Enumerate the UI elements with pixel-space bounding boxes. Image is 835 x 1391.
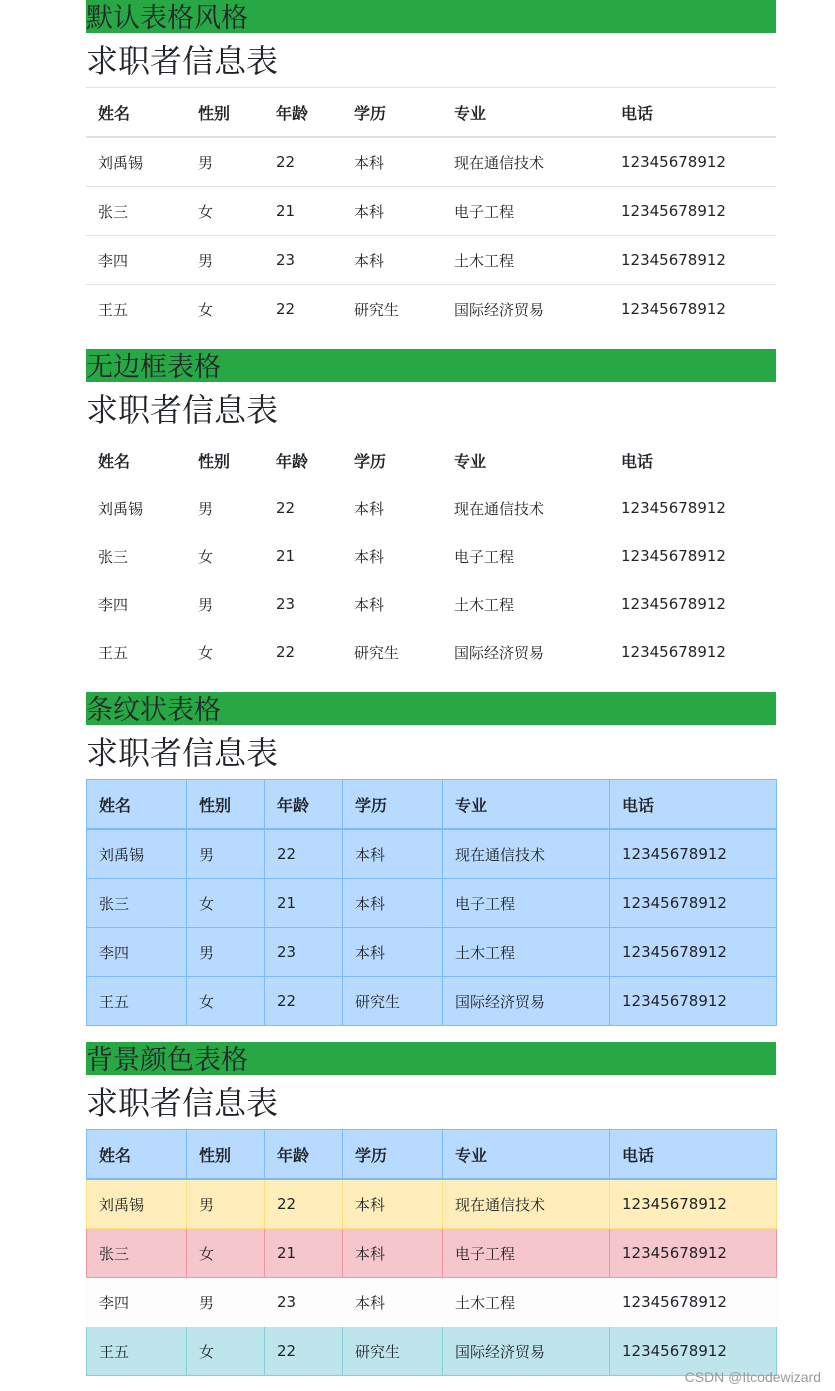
applicant-table [86, 87, 776, 333]
cell-age: 22 [265, 1179, 343, 1229]
cell-major: 电子工程 [454, 547, 515, 566]
header-major: 专业 [454, 451, 487, 471]
cell-age: 22 [276, 643, 296, 661]
cell-phone: 12345678912 [621, 643, 726, 661]
table-header-row [86, 436, 776, 484]
table-row [86, 484, 776, 532]
applicant-table [86, 779, 777, 1026]
header-age: 年龄 [265, 1130, 343, 1180]
table-row [86, 580, 776, 628]
header-major: 专业 [443, 780, 610, 830]
section-banner: 默认表格风格 [86, 0, 776, 33]
cell-gender: 男 [187, 928, 265, 977]
table-row [87, 879, 777, 928]
table-row [87, 977, 777, 1026]
cell-education: 本科 [343, 928, 443, 977]
cell-phone: 12345678912 [609, 137, 776, 187]
cell-major: 现在通信技术 [443, 829, 610, 879]
header-phone: 电话 [610, 780, 777, 830]
cell-education: 本科 [354, 595, 385, 614]
header-major: 专业 [442, 88, 609, 138]
cell-phone: 12345678912 [610, 879, 777, 928]
section-banner: 背景颜色表格 [86, 1042, 776, 1075]
cell-name: 张三 [87, 1229, 187, 1278]
cell-education: 本科 [343, 1278, 443, 1327]
cell-education: 本科 [343, 829, 443, 879]
header-gender: 性别 [198, 451, 231, 471]
cell-education: 研究生 [342, 285, 442, 334]
cell-age: 21 [276, 547, 296, 565]
header-name: 姓名 [86, 88, 186, 138]
cell-name: 李四 [87, 928, 187, 977]
cell-gender: 女 [187, 1327, 265, 1376]
cell-age: 23 [265, 1278, 343, 1327]
cell-name: 张三 [86, 187, 186, 236]
header-gender: 性别 [187, 1130, 265, 1180]
header-phone: 电话 [610, 1130, 777, 1180]
cell-gender: 女 [186, 187, 264, 236]
cell-age: 22 [264, 285, 342, 334]
table-row [86, 532, 776, 580]
cell-phone: 12345678912 [621, 499, 726, 517]
cell-education: 本科 [354, 547, 385, 566]
cell-name: 刘禹锡 [98, 499, 144, 518]
cell-name: 王五 [98, 643, 129, 662]
cell-age: 23 [264, 236, 342, 285]
cell-phone: 12345678912 [610, 977, 777, 1026]
cell-phone: 12345678912 [609, 236, 776, 285]
cell-age: 22 [265, 1327, 343, 1376]
header-major: 专业 [443, 1130, 610, 1180]
header-education: 学历 [343, 780, 443, 830]
table-caption: 求职者信息表 [86, 734, 279, 772]
cell-name: 张三 [98, 547, 129, 566]
cell-major: 电子工程 [442, 187, 609, 236]
header-education: 学历 [343, 1130, 443, 1180]
cell-age: 22 [276, 499, 296, 517]
header-age: 年龄 [276, 451, 309, 471]
header-gender: 性别 [187, 780, 265, 830]
cell-name: 王五 [87, 1327, 187, 1376]
cell-age: 21 [265, 1229, 343, 1278]
header-name: 姓名 [87, 1130, 187, 1180]
cell-age: 23 [276, 595, 296, 613]
cell-education: 本科 [342, 137, 442, 187]
cell-education: 本科 [354, 499, 385, 518]
cell-phone: 12345678912 [610, 1229, 777, 1278]
cell-education: 本科 [343, 1179, 443, 1229]
cell-phone: 12345678912 [621, 547, 726, 565]
cell-gender: 女 [186, 285, 264, 334]
cell-age: 22 [265, 829, 343, 879]
cell-major: 国际经济贸易 [454, 643, 545, 662]
table-row-danger [87, 1229, 777, 1278]
header-age: 年龄 [265, 780, 343, 830]
header-phone: 电话 [609, 88, 776, 138]
table-caption: 求职者信息表 [86, 42, 279, 80]
cell-age: 21 [264, 187, 342, 236]
header-education: 学历 [342, 88, 442, 138]
section-banner: 无边框表格 [86, 349, 776, 382]
table-row [87, 928, 777, 977]
cell-phone: 12345678912 [621, 595, 726, 613]
section-banner: 条纹状表格 [86, 692, 776, 725]
cell-education: 本科 [343, 879, 443, 928]
cell-name: 李四 [87, 1278, 187, 1327]
cell-age: 21 [265, 879, 343, 928]
table-row-warning [87, 1179, 777, 1229]
cell-major: 土木工程 [443, 1278, 610, 1327]
cell-gender: 男 [187, 1179, 265, 1229]
section-borderless-table [86, 349, 776, 676]
table-header-row [87, 780, 777, 830]
cell-major: 电子工程 [443, 879, 610, 928]
cell-name: 李四 [98, 595, 129, 614]
header-gender: 性别 [186, 88, 264, 138]
cell-major: 现在通信技术 [454, 499, 545, 518]
cell-major: 土木工程 [454, 595, 515, 614]
cell-major: 土木工程 [442, 236, 609, 285]
cell-name: 刘禹锡 [86, 137, 186, 187]
header-name: 姓名 [98, 451, 131, 471]
table-row [86, 137, 776, 187]
table-header-row [87, 1130, 777, 1180]
cell-gender: 女 [198, 547, 214, 566]
cell-phone: 12345678912 [610, 829, 777, 879]
cell-phone: 12345678912 [609, 285, 776, 334]
header-phone: 电话 [621, 451, 654, 471]
section-striped-table [86, 692, 776, 1026]
cell-major: 国际经济贸易 [443, 1327, 610, 1376]
cell-gender: 女 [187, 879, 265, 928]
cell-gender: 男 [187, 1278, 265, 1327]
cell-major: 土木工程 [443, 928, 610, 977]
cell-gender: 男 [186, 137, 264, 187]
cell-age: 23 [265, 928, 343, 977]
cell-phone: 12345678912 [609, 187, 776, 236]
cell-name: 刘禹锡 [87, 829, 187, 879]
cell-education: 研究生 [354, 643, 400, 662]
cell-gender: 男 [198, 499, 214, 518]
cell-gender: 男 [198, 595, 214, 614]
section-default-table [86, 0, 776, 333]
table-row-info [87, 1327, 777, 1376]
section-background-color-table [86, 1042, 776, 1376]
table-row [86, 628, 776, 676]
cell-education: 本科 [342, 236, 442, 285]
cell-age: 22 [264, 137, 342, 187]
table-header-row [86, 88, 776, 138]
cell-education: 本科 [343, 1229, 443, 1278]
table-row [86, 285, 776, 334]
cell-name: 王五 [86, 285, 186, 334]
cell-age: 22 [265, 977, 343, 1026]
cell-major: 现在通信技术 [442, 137, 609, 187]
table-row-light [87, 1278, 777, 1327]
header-age: 年龄 [264, 88, 342, 138]
table-caption: 求职者信息表 [86, 1084, 279, 1122]
cell-major: 国际经济贸易 [442, 285, 609, 334]
cell-education: 研究生 [343, 977, 443, 1026]
cell-name: 王五 [87, 977, 187, 1026]
cell-gender: 女 [187, 1229, 265, 1278]
header-name: 姓名 [87, 780, 187, 830]
cell-major: 国际经济贸易 [443, 977, 610, 1026]
csdn-watermark: CSDN @Itcodewizard [684, 1369, 821, 1385]
table-row [86, 236, 776, 285]
applicant-table [86, 1129, 777, 1376]
cell-education: 研究生 [343, 1327, 443, 1376]
cell-gender: 男 [186, 236, 264, 285]
cell-phone: 12345678912 [610, 1327, 777, 1376]
table-caption: 求职者信息表 [86, 391, 279, 429]
header-education: 学历 [354, 451, 387, 471]
cell-name: 张三 [87, 879, 187, 928]
cell-name: 刘禹锡 [87, 1179, 187, 1229]
cell-major: 现在通信技术 [443, 1179, 610, 1229]
cell-name: 李四 [86, 236, 186, 285]
cell-gender: 男 [187, 829, 265, 879]
table-row [87, 829, 777, 879]
cell-phone: 12345678912 [610, 1179, 777, 1229]
applicant-table [86, 436, 776, 676]
table-row [86, 187, 776, 236]
cell-education: 本科 [342, 187, 442, 236]
cell-gender: 女 [187, 977, 265, 1026]
cell-major: 电子工程 [443, 1229, 610, 1278]
cell-phone: 12345678912 [610, 928, 777, 977]
cell-gender: 女 [198, 643, 214, 662]
cell-phone: 12345678912 [610, 1278, 777, 1327]
